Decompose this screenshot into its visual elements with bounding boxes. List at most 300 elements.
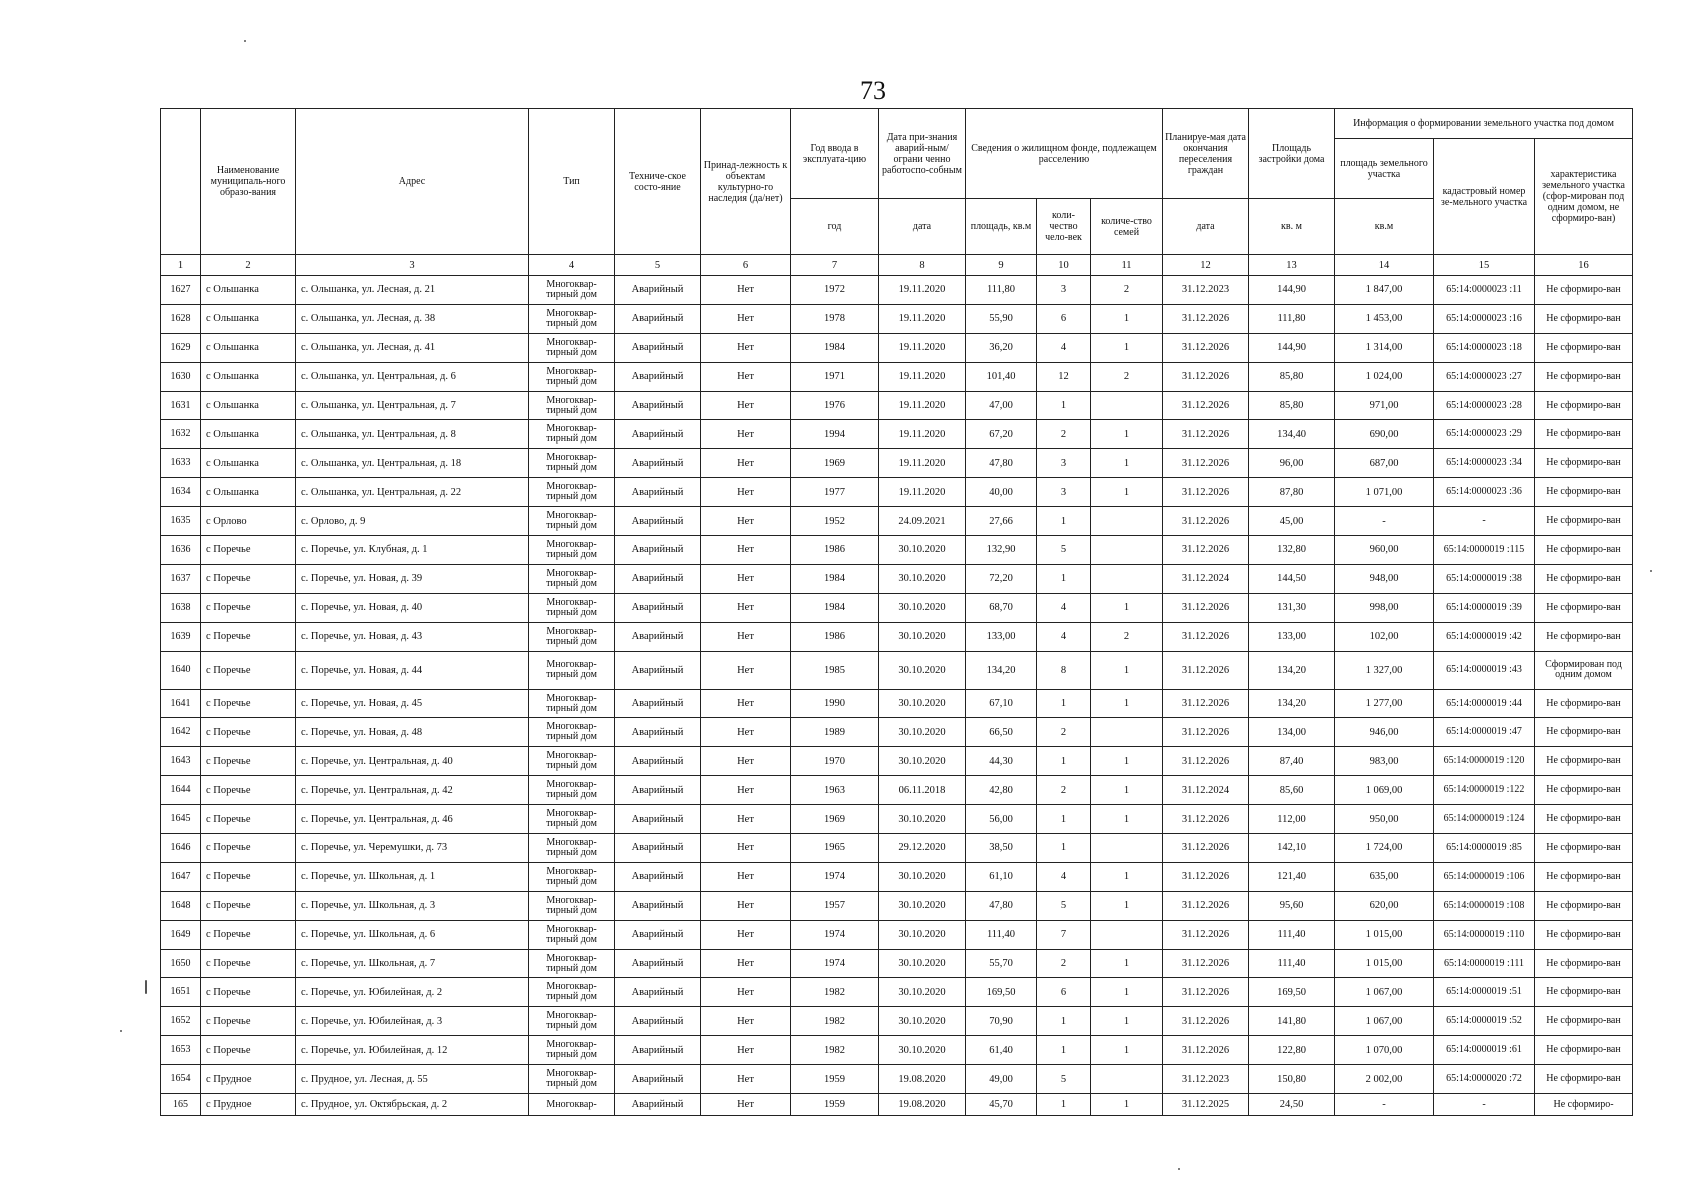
recognition-date-cell: 19.11.2020 <box>879 304 966 333</box>
cadastral-number-cell: 65:14:0000019 :115 <box>1434 536 1535 565</box>
families-count-cell: 1 <box>1091 747 1163 776</box>
table-row <box>161 862 1633 891</box>
building-area-cell: 96,00 <box>1249 449 1335 478</box>
families-count-cell: 1 <box>1091 651 1163 689</box>
table-row <box>161 805 1633 834</box>
municipality-cell: с Поречье <box>201 564 296 593</box>
recognition-date-cell: 30.10.2020 <box>879 862 966 891</box>
heritage-cell: Нет <box>701 805 791 834</box>
state-cell: Аварийный <box>615 1007 701 1036</box>
address-cell: с. Ольшанка, ул. Лесная, д. 41 <box>296 333 529 362</box>
area-cell: 61,10 <box>966 862 1037 891</box>
municipality-cell: с Поречье <box>201 949 296 978</box>
type-cell: Многоквар-тирный дом <box>529 689 615 718</box>
type-cell: Многоквар-тирный дом <box>529 304 615 333</box>
people-count-cell: 5 <box>1037 536 1091 565</box>
families-count-cell: 1 <box>1091 949 1163 978</box>
recognition-date-cell: 30.10.2020 <box>879 622 966 651</box>
heritage-cell: Нет <box>701 1094 791 1116</box>
recognition-date-cell: 30.10.2020 <box>879 718 966 747</box>
header-land-group: Информация о формировании земельного участка под домом <box>1335 109 1633 139</box>
address-cell: с. Поречье, ул. Новая, д. 45 <box>296 689 529 718</box>
cadastral-number-cell: 65:14:0000023 :36 <box>1434 478 1535 507</box>
row-number: 1639 <box>161 622 201 651</box>
table-row <box>161 718 1633 747</box>
recognition-date-cell: 19.11.2020 <box>879 391 966 420</box>
cadastral-number-cell: 65:14:0000019 :85 <box>1434 834 1535 863</box>
heritage-cell: Нет <box>701 834 791 863</box>
recognition-date-cell: 30.10.2020 <box>879 978 966 1007</box>
state-cell: Аварийный <box>615 978 701 1007</box>
people-count-cell: 8 <box>1037 651 1091 689</box>
address-cell: с. Поречье, ул. Новая, д. 48 <box>296 718 529 747</box>
planned-date-cell: 31.12.2026 <box>1163 1036 1249 1065</box>
address-cell: с. Поречье, ул. Центральная, д. 40 <box>296 747 529 776</box>
state-cell: Аварийный <box>615 689 701 718</box>
people-count-cell: 1 <box>1037 1036 1091 1065</box>
table-row <box>161 622 1633 651</box>
cadastral-number-cell: 65:14:0000019 :124 <box>1434 805 1535 834</box>
row-number: 1645 <box>161 805 201 834</box>
column-number: 3 <box>296 255 529 276</box>
land-area-cell: 948,00 <box>1335 564 1434 593</box>
heritage-cell: Нет <box>701 478 791 507</box>
land-status-cell: Не сформиро-ван <box>1535 536 1633 565</box>
recognition-date-cell: 06.11.2018 <box>879 776 966 805</box>
land-status-cell: Не сформиро- <box>1535 1094 1633 1116</box>
header-cell-blank <box>161 109 201 255</box>
municipality-cell: с Ольшанка <box>201 276 296 305</box>
table-row <box>161 333 1633 362</box>
table-row <box>161 391 1633 420</box>
address-cell: с. Поречье, ул. Школьная, д. 1 <box>296 862 529 891</box>
municipality-cell: с Поречье <box>201 805 296 834</box>
heritage-cell: Нет <box>701 564 791 593</box>
building-area-cell: 85,80 <box>1249 391 1335 420</box>
header-date: дата <box>879 199 966 255</box>
planned-date-cell: 31.12.2026 <box>1163 333 1249 362</box>
planned-date-cell: 31.12.2026 <box>1163 478 1249 507</box>
area-cell: 27,66 <box>966 507 1037 536</box>
land-area-cell: 1 015,00 <box>1335 949 1434 978</box>
area-cell: 169,50 <box>966 978 1037 1007</box>
heritage-cell: Нет <box>701 747 791 776</box>
cadastral-number-cell: 65:14:0000020 :72 <box>1434 1065 1535 1094</box>
state-cell: Аварийный <box>615 333 701 362</box>
land-status-cell: Не сформиро-ван <box>1535 276 1633 305</box>
cadastral-number-cell: 65:14:0000023 :34 <box>1434 449 1535 478</box>
year-cell: 1982 <box>791 1036 879 1065</box>
planned-date-cell: 31.12.2026 <box>1163 718 1249 747</box>
people-count-cell: 5 <box>1037 891 1091 920</box>
type-cell: Многоквар-тирный дом <box>529 478 615 507</box>
land-status-cell: Не сформиро-ван <box>1535 805 1633 834</box>
state-cell: Аварийный <box>615 304 701 333</box>
header-state: Техниче-ское состо-яние <box>615 109 701 255</box>
recognition-date-cell: 24.09.2021 <box>879 507 966 536</box>
type-cell: Многоквар-тирный дом <box>529 834 615 863</box>
cadastral-number-cell: 65:14:0000019 :122 <box>1434 776 1535 805</box>
row-number: 1644 <box>161 776 201 805</box>
land-status-cell: Не сформиро-ван <box>1535 1065 1633 1094</box>
municipality-cell: с Поречье <box>201 536 296 565</box>
land-area-cell: 1 314,00 <box>1335 333 1434 362</box>
year-cell: 1990 <box>791 689 879 718</box>
land-area-cell: 1 071,00 <box>1335 478 1434 507</box>
header-year: год <box>791 199 879 255</box>
year-cell: 1984 <box>791 593 879 622</box>
land-status-cell: Не сформиро-ван <box>1535 834 1633 863</box>
heritage-cell: Нет <box>701 1036 791 1065</box>
families-count-cell <box>1091 834 1163 863</box>
planned-date-cell: 31.12.2026 <box>1163 593 1249 622</box>
area-cell: 47,00 <box>966 391 1037 420</box>
header-build-area-group: Площадь застройки дома <box>1249 109 1335 199</box>
land-area-cell: 1 067,00 <box>1335 1007 1434 1036</box>
area-cell: 47,80 <box>966 449 1037 478</box>
land-area-cell: 1 070,00 <box>1335 1036 1434 1065</box>
column-number: 11 <box>1091 255 1163 276</box>
area-cell: 132,90 <box>966 536 1037 565</box>
building-area-cell: 169,50 <box>1249 978 1335 1007</box>
building-area-cell: 144,50 <box>1249 564 1335 593</box>
families-count-cell: 1 <box>1091 478 1163 507</box>
table-row <box>161 276 1633 305</box>
cadastral-number-cell: 65:14:0000019 :43 <box>1434 651 1535 689</box>
families-count-cell: 1 <box>1091 1007 1163 1036</box>
recognition-date-cell: 19.11.2020 <box>879 449 966 478</box>
recognition-date-cell: 19.08.2020 <box>879 1065 966 1094</box>
table-row <box>161 449 1633 478</box>
land-area-cell: 635,00 <box>1335 862 1434 891</box>
land-status-cell: Не сформиро-ван <box>1535 564 1633 593</box>
table-row <box>161 834 1633 863</box>
state-cell: Аварийный <box>615 362 701 391</box>
heritage-cell: Нет <box>701 304 791 333</box>
column-number-row <box>161 255 1633 276</box>
state-cell: Аварийный <box>615 805 701 834</box>
land-status-cell: Не сформиро-ван <box>1535 391 1633 420</box>
year-cell: 1978 <box>791 304 879 333</box>
type-cell: Многоквар-тирный дом <box>529 891 615 920</box>
year-cell: 1982 <box>791 1007 879 1036</box>
people-count-cell: 1 <box>1037 1007 1091 1036</box>
municipality-cell: с Ольшанка <box>201 333 296 362</box>
municipality-cell: с Поречье <box>201 747 296 776</box>
state-cell: Аварийный <box>615 564 701 593</box>
year-cell: 1959 <box>791 1094 879 1116</box>
recognition-date-cell: 30.10.2020 <box>879 689 966 718</box>
year-cell: 1959 <box>791 1065 879 1094</box>
type-cell: Многоквар-тирный дом <box>529 391 615 420</box>
building-area-cell: 112,00 <box>1249 805 1335 834</box>
people-count-cell: 2 <box>1037 776 1091 805</box>
planned-date-cell: 31.12.2025 <box>1163 1094 1249 1116</box>
header-plan-group: Планируе-мая дата окончания переселения граждан <box>1163 109 1249 199</box>
planned-date-cell: 31.12.2026 <box>1163 507 1249 536</box>
header-land-area-title: площадь земельного участка <box>1335 139 1434 199</box>
recognition-date-cell: 30.10.2020 <box>879 747 966 776</box>
row-number: 1627 <box>161 276 201 305</box>
area-cell: 66,50 <box>966 718 1037 747</box>
building-area-cell: 142,10 <box>1249 834 1335 863</box>
families-count-cell: 1 <box>1091 1036 1163 1065</box>
area-cell: 38,50 <box>966 834 1037 863</box>
recognition-date-cell: 30.10.2020 <box>879 1036 966 1065</box>
municipality-cell: с Ольшанка <box>201 304 296 333</box>
year-cell: 1989 <box>791 718 879 747</box>
area-cell: 101,40 <box>966 362 1037 391</box>
municipality-cell: с Поречье <box>201 920 296 949</box>
header-area: площадь, кв.м <box>966 199 1037 255</box>
table-row <box>161 978 1633 1007</box>
row-number: 1641 <box>161 689 201 718</box>
year-cell: 1974 <box>791 949 879 978</box>
families-count-cell <box>1091 718 1163 747</box>
building-area-cell: 134,20 <box>1249 689 1335 718</box>
address-cell: с. Поречье, ул. Школьная, д. 7 <box>296 949 529 978</box>
table-row <box>161 949 1633 978</box>
area-cell: 68,70 <box>966 593 1037 622</box>
area-cell: 40,00 <box>966 478 1037 507</box>
cadastral-number-cell: 65:14:0000023 :29 <box>1434 420 1535 449</box>
people-count-cell: 5 <box>1037 1065 1091 1094</box>
address-cell: с. Ольшанка, ул. Центральная, д. 8 <box>296 420 529 449</box>
land-area-cell: 946,00 <box>1335 718 1434 747</box>
people-count-cell: 12 <box>1037 362 1091 391</box>
families-count-cell <box>1091 920 1163 949</box>
row-number: 1637 <box>161 564 201 593</box>
heritage-cell: Нет <box>701 536 791 565</box>
cadastral-number-cell: 65:14:0000019 :106 <box>1434 862 1535 891</box>
address-cell: с. Поречье, ул. Центральная, д. 46 <box>296 805 529 834</box>
column-number: 13 <box>1249 255 1335 276</box>
type-cell: Многоквар-тирный дом <box>529 949 615 978</box>
municipality-cell: с Поречье <box>201 862 296 891</box>
area-cell: 61,40 <box>966 1036 1037 1065</box>
planned-date-cell: 31.12.2026 <box>1163 862 1249 891</box>
area-cell: 47,80 <box>966 891 1037 920</box>
people-count-cell: 1 <box>1037 747 1091 776</box>
address-cell: с. Поречье, ул. Юбилейная, д. 3 <box>296 1007 529 1036</box>
year-cell: 1994 <box>791 420 879 449</box>
families-count-cell: 1 <box>1091 1094 1163 1116</box>
heritage-cell: Нет <box>701 333 791 362</box>
land-area-cell: 687,00 <box>1335 449 1434 478</box>
municipality-cell: с Ольшанка <box>201 420 296 449</box>
type-cell: Многоквар-тирный дом <box>529 805 615 834</box>
year-cell: 1952 <box>791 507 879 536</box>
header-address: Адрес <box>296 109 529 255</box>
state-cell: Аварийный <box>615 1065 701 1094</box>
type-cell: Многоквар-тирный дом <box>529 333 615 362</box>
heritage-cell: Нет <box>701 891 791 920</box>
year-cell: 1965 <box>791 834 879 863</box>
land-area-cell: 971,00 <box>1335 391 1434 420</box>
table-row <box>161 593 1633 622</box>
people-count-cell: 4 <box>1037 862 1091 891</box>
address-cell: с. Поречье, ул. Юбилейная, д. 2 <box>296 978 529 1007</box>
planned-date-cell: 31.12.2026 <box>1163 622 1249 651</box>
building-area-cell: 111,40 <box>1249 949 1335 978</box>
planned-date-cell: 31.12.2026 <box>1163 1007 1249 1036</box>
address-cell: с. Ольшанка, ул. Лесная, д. 38 <box>296 304 529 333</box>
state-cell: Аварийный <box>615 747 701 776</box>
families-count-cell: 1 <box>1091 304 1163 333</box>
municipality-cell: с Поречье <box>201 978 296 1007</box>
address-cell: с. Поречье, ул. Школьная, д. 6 <box>296 920 529 949</box>
building-area-cell: 45,00 <box>1249 507 1335 536</box>
address-cell: с. Ольшанка, ул. Центральная, д. 6 <box>296 362 529 391</box>
cadastral-number-cell: 65:14:0000019 :38 <box>1434 564 1535 593</box>
families-count-cell <box>1091 564 1163 593</box>
land-area-cell: 1 277,00 <box>1335 689 1434 718</box>
cadastral-number-cell: 65:14:0000019 :39 <box>1434 593 1535 622</box>
cadastral-number-cell: 65:14:0000023 :16 <box>1434 304 1535 333</box>
address-cell: с. Поречье, ул. Школьная, д. 3 <box>296 891 529 920</box>
land-area-cell: 1 015,00 <box>1335 920 1434 949</box>
year-cell: 1969 <box>791 449 879 478</box>
year-cell: 1970 <box>791 747 879 776</box>
area-cell: 44,30 <box>966 747 1037 776</box>
people-count-cell: 2 <box>1037 718 1091 747</box>
families-count-cell <box>1091 1065 1163 1094</box>
address-cell: с. Прудное, ул. Октябрьская, д. 2 <box>296 1094 529 1116</box>
table-row <box>161 651 1633 689</box>
cadastral-number-cell: 65:14:0000019 :42 <box>1434 622 1535 651</box>
people-count-cell: 2 <box>1037 949 1091 978</box>
land-status-cell: Не сформиро-ван <box>1535 333 1633 362</box>
municipality-cell: с Поречье <box>201 776 296 805</box>
header-heritage: Принад-лежность к объектам культурно-го наследия (да/нет) <box>701 109 791 255</box>
area-cell: 67,20 <box>966 420 1037 449</box>
row-number: 1628 <box>161 304 201 333</box>
planned-date-cell: 31.12.2026 <box>1163 651 1249 689</box>
heritage-cell: Нет <box>701 1065 791 1094</box>
state-cell: Аварийный <box>615 776 701 805</box>
building-area-cell: 132,80 <box>1249 536 1335 565</box>
area-cell: 42,80 <box>966 776 1037 805</box>
people-count-cell: 4 <box>1037 333 1091 362</box>
column-number: 16 <box>1535 255 1633 276</box>
cadastral-number-cell: 65:14:0000019 :44 <box>1434 689 1535 718</box>
planned-date-cell: 31.12.2026 <box>1163 536 1249 565</box>
table-row <box>161 478 1633 507</box>
municipality-cell: с Поречье <box>201 689 296 718</box>
land-area-cell: 1 453,00 <box>1335 304 1434 333</box>
state-cell: Аварийный <box>615 593 701 622</box>
families-count-cell: 2 <box>1091 622 1163 651</box>
table-header <box>161 109 1633 276</box>
area-cell: 134,20 <box>966 651 1037 689</box>
heritage-cell: Нет <box>701 949 791 978</box>
people-count-cell: 1 <box>1037 391 1091 420</box>
header-build-area: кв. м <box>1249 199 1335 255</box>
land-area-cell: - <box>1335 1094 1434 1116</box>
planned-date-cell: 31.12.2026 <box>1163 978 1249 1007</box>
municipality-cell: с Поречье <box>201 1036 296 1065</box>
column-number: 6 <box>701 255 791 276</box>
area-cell: 70,90 <box>966 1007 1037 1036</box>
building-area-cell: 144,90 <box>1249 333 1335 362</box>
header-name: Наименование муниципаль-ного образо-вания <box>201 109 296 255</box>
families-count-cell: 1 <box>1091 449 1163 478</box>
column-number: 5 <box>615 255 701 276</box>
column-number: 2 <box>201 255 296 276</box>
year-cell: 1972 <box>791 276 879 305</box>
column-number: 12 <box>1163 255 1249 276</box>
scan-speck <box>244 40 246 42</box>
header-year-group: Год ввода в эксплуата-цию <box>791 109 879 199</box>
row-number: 1631 <box>161 391 201 420</box>
state-cell: Аварийный <box>615 834 701 863</box>
planned-date-cell: 31.12.2026 <box>1163 747 1249 776</box>
state-cell: Аварийный <box>615 651 701 689</box>
state-cell: Аварийный <box>615 536 701 565</box>
land-status-cell: Не сформиро-ван <box>1535 776 1633 805</box>
planned-date-cell: 31.12.2026 <box>1163 449 1249 478</box>
people-count-cell: 1 <box>1037 689 1091 718</box>
column-number: 15 <box>1434 255 1535 276</box>
heritage-cell: Нет <box>701 718 791 747</box>
type-cell: Многоквар-тирный дом <box>529 747 615 776</box>
header-housing-group: Сведения о жилищном фонде, подлежащем расселению <box>966 109 1163 199</box>
people-count-cell: 7 <box>1037 920 1091 949</box>
row-number: 1642 <box>161 718 201 747</box>
header-land-char: характеристика земельного участка (сфор-мирован под одним домом, не сформиро-ван) <box>1535 139 1633 255</box>
type-cell: Многоквар-тирный дом <box>529 1007 615 1036</box>
building-area-cell: 121,40 <box>1249 862 1335 891</box>
building-area-cell: 131,30 <box>1249 593 1335 622</box>
recognition-date-cell: 30.10.2020 <box>879 949 966 978</box>
recognition-date-cell: 19.11.2020 <box>879 362 966 391</box>
people-count-cell: 3 <box>1037 276 1091 305</box>
recognition-date-cell: 30.10.2020 <box>879 651 966 689</box>
row-number: 1638 <box>161 593 201 622</box>
type-cell: Многоквар-тирный дом <box>529 651 615 689</box>
address-cell: с. Поречье, ул. Новая, д. 43 <box>296 622 529 651</box>
year-cell: 1969 <box>791 805 879 834</box>
header-type: Тип <box>529 109 615 255</box>
heritage-cell: Нет <box>701 507 791 536</box>
address-cell: с. Поречье, ул. Новая, д. 40 <box>296 593 529 622</box>
planned-date-cell: 31.12.2026 <box>1163 420 1249 449</box>
land-status-cell: Не сформиро-ван <box>1535 622 1633 651</box>
area-cell: 45,70 <box>966 1094 1037 1116</box>
heritage-cell: Нет <box>701 420 791 449</box>
land-area-cell: 690,00 <box>1335 420 1434 449</box>
year-cell: 1984 <box>791 333 879 362</box>
type-cell: Многоквар-тирный дом <box>529 978 615 1007</box>
year-cell: 1986 <box>791 622 879 651</box>
table-row <box>161 747 1633 776</box>
type-cell: Многоквар-тирный дом <box>529 920 615 949</box>
heritage-cell: Нет <box>701 776 791 805</box>
building-area-cell: 87,40 <box>1249 747 1335 776</box>
address-cell: с. Ольшанка, ул. Центральная, д. 7 <box>296 391 529 420</box>
cadastral-number-cell: 65:14:0000019 :110 <box>1434 920 1535 949</box>
address-cell: с. Поречье, ул. Черемушки, д. 73 <box>296 834 529 863</box>
address-cell: с. Орлово, д. 9 <box>296 507 529 536</box>
people-count-cell: 1 <box>1037 564 1091 593</box>
type-cell: Многоквар-тирный дом <box>529 276 615 305</box>
header-date-group: Дата при-знания аварий-ным/ограни ченно работоспо-собным <box>879 109 966 199</box>
heritage-cell: Нет <box>701 1007 791 1036</box>
land-area-cell: 620,00 <box>1335 891 1434 920</box>
year-cell: 1985 <box>791 651 879 689</box>
building-area-cell: 134,00 <box>1249 718 1335 747</box>
row-number: 1633 <box>161 449 201 478</box>
